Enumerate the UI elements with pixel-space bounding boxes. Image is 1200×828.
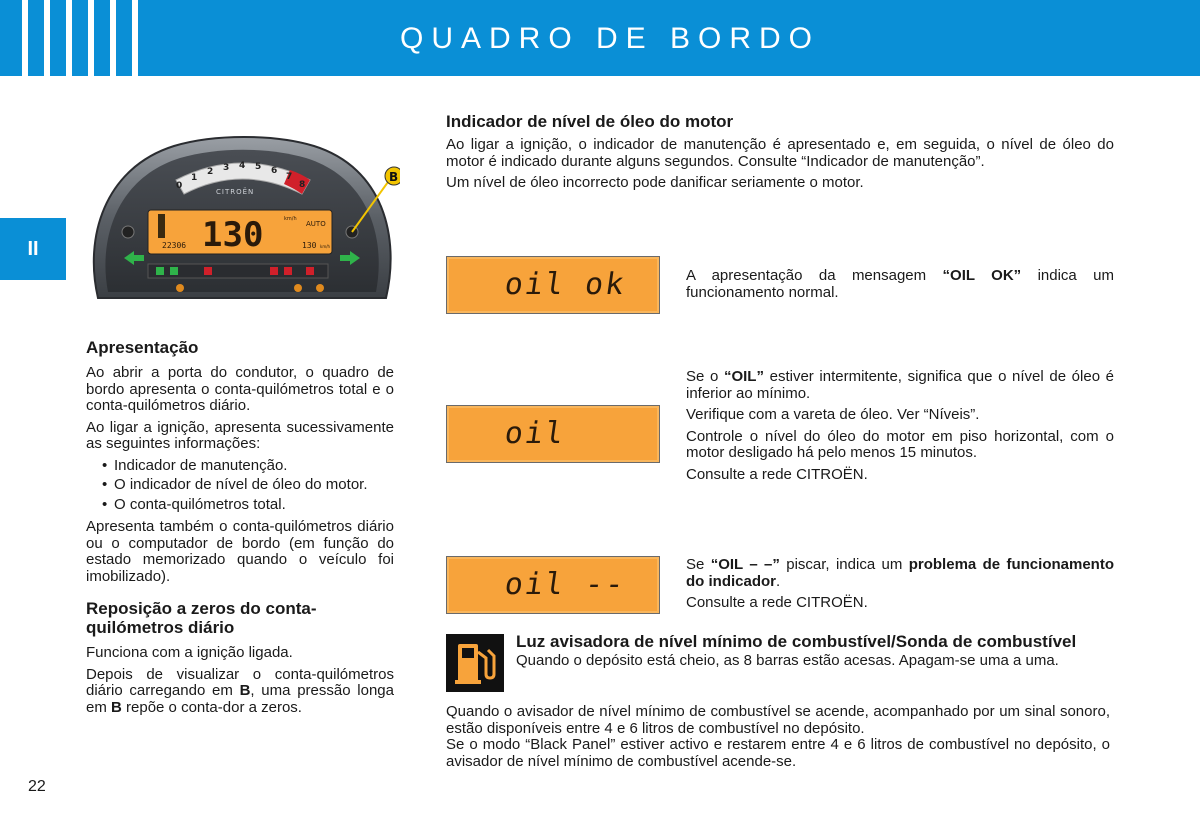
paragraph	[686, 268, 1114, 301]
text-span: Depois de visualizar o conta-quilómetros diário carregando em	[86, 665, 394, 699]
text-bold: “OIL – –”	[710, 556, 780, 573]
text-span: A apresentação da mensagem	[686, 267, 943, 284]
chapter-tab-label: II	[27, 238, 39, 260]
paragraph	[686, 557, 1114, 590]
fuel-section-body	[446, 704, 1110, 770]
header-stripe	[66, 0, 72, 76]
fuel-pump-icon	[446, 634, 504, 692]
info-list	[86, 458, 394, 514]
tach-tick-label: 2	[207, 167, 214, 177]
paragraph: Controle o nível do óleo do motor em piso horizontal, com o motor desligado há pelo menos 15 minutos.	[686, 427, 1114, 461]
paragraph	[686, 369, 1114, 402]
paragraph: Um nível de óleo incorrecto pode danificar seriamente o motor.	[446, 174, 864, 191]
section-title-oleo: Indicador de nível de óleo do motor	[446, 112, 734, 131]
text-span: .	[776, 572, 781, 590]
text-bold: “OIL OK”	[942, 267, 1022, 284]
paragraph: Consulte a rede CITROËN.	[686, 465, 868, 483]
cluster-gear-mode: AUTO	[306, 220, 326, 228]
warning-light-red	[270, 267, 278, 275]
paragraph: Se o modo “Black Panel” estiver activo e restarem entre 4 e 6 litros de combustível no depósito, o avisador de nível mínimo de combustível acende-se.	[446, 736, 1110, 770]
lcd-display-text: oil --	[502, 567, 628, 602]
header-stripe	[88, 0, 94, 76]
paragraph: Ao ligar a ignição, o indicador de manutenção é apresentado e, em seguida, o nível de óleo do motor é indicado durante alguns segundos. Consulte “Indicador de manutenção”.	[446, 136, 1114, 170]
section-title-reposicao: Reposição a zeros do conta-quilómetros diário	[86, 599, 317, 637]
lcd-oil-dashes	[446, 556, 660, 614]
text-span: repõe o conta-dor a zeros.	[121, 698, 302, 716]
paragraph: Verifique com a vareta de óleo. Ver “Níveis”.	[686, 406, 980, 423]
paragraph	[86, 667, 394, 717]
cluster-speed-unit: km/h	[284, 216, 297, 222]
warning-light-green	[170, 267, 178, 275]
lcd-oil-ok	[446, 256, 660, 314]
text-span: estiver intermitente, significa que o nível de óleo é inferior ao mínimo.	[686, 368, 1115, 402]
instrument-cluster-illustration	[84, 128, 400, 306]
section-title-fuel: Luz avisadora de nível mínimo de combustível/Sonda de combustível	[516, 632, 1077, 651]
paragraph: Consulte a rede CITROËN.	[686, 594, 868, 611]
warning-light-red	[204, 267, 212, 275]
left-knob	[122, 226, 134, 238]
cluster-cruise-unit: km/h	[320, 244, 331, 249]
text-span: Se o	[686, 368, 724, 385]
warning-light-amber	[294, 284, 302, 292]
lcd-oil	[446, 405, 660, 463]
warning-light-red	[284, 267, 292, 275]
header-stripe	[132, 0, 138, 76]
header-stripe	[44, 0, 50, 76]
header-stripe	[110, 0, 116, 76]
tach-tick-label: 5	[255, 162, 262, 172]
paragraph: Quando o avisador de nível mínimo de combustível se acende, acompanhado por um sinal sonoro, estão disponíveis entre 4 e 6 litros de combustível no depósito.	[446, 703, 1110, 737]
page-number: 22	[28, 778, 46, 795]
lcd2-description	[686, 369, 1114, 488]
cluster-speed: 130	[202, 215, 264, 255]
cluster-odometer: 22306	[162, 241, 187, 250]
paragraph: Ao ligar a ignição, apresenta sucessivamente as seguintes informações:	[86, 418, 394, 452]
text-span: piscar, indica um	[779, 556, 909, 573]
tach-tick-label: 1	[191, 173, 198, 183]
callout-label: B	[389, 170, 399, 184]
tach-tick-label: 4	[239, 161, 246, 171]
text-bold: “OIL”	[723, 368, 764, 385]
paragraph: Ao abrir a porta do condutor, o quadro de bordo apresenta o conta-quilómetros total e o conta-quilómetros diário.	[86, 364, 394, 414]
lcd1-description	[686, 268, 1114, 306]
left-column	[86, 338, 394, 721]
paragraph: Funciona com a ignição ligada.	[86, 644, 293, 661]
oil-section	[446, 112, 1114, 197]
cluster-brand: CITROËN	[216, 188, 255, 196]
tach-tick-label: 8	[299, 180, 306, 190]
paragraph: Quando o depósito está cheio, as 8 barras estão acesas. Apagam-se uma a uma.	[516, 652, 1059, 669]
fuel-section-head	[516, 632, 1114, 670]
paragraph: Apresenta também o conta-quilómetros diário ou o computador de bordo (em função do estado memorizado quando o veículo foi imobilizado).	[86, 518, 394, 585]
section-title-apresentacao: Apresentação	[86, 338, 199, 357]
header-band	[0, 0, 1200, 76]
text-span: Se	[686, 556, 711, 573]
page-title: QUADRO DE BORDO	[399, 22, 821, 55]
warning-light-amber	[176, 284, 184, 292]
list-item: • O conta-quilómetros total.	[114, 497, 394, 514]
cluster-cruise: 130	[302, 241, 317, 250]
tach-tick-label: 7	[286, 172, 293, 182]
warning-light-amber	[316, 284, 324, 292]
text-bold: B	[239, 682, 251, 699]
text-bold: B	[111, 698, 122, 716]
lcd3-description	[686, 557, 1114, 617]
list-item: • Indicador de manutenção.	[114, 458, 394, 475]
text-span: indica um funcionamento normal.	[686, 267, 1114, 301]
header-stripe	[22, 0, 28, 76]
warning-light-green	[156, 267, 164, 275]
lcd-display-text: oil ok	[502, 267, 628, 302]
warning-light-red	[306, 267, 314, 275]
text-bold: problema de funcionamento do indicador	[686, 556, 1114, 590]
list-item: • O indicador de nível de óleo do motor.	[114, 477, 394, 494]
tach-tick-label: 3	[223, 163, 230, 173]
tach-tick-label: 6	[271, 166, 278, 176]
lcd-display-text: oil	[502, 416, 568, 451]
tach-tick-label: 0	[176, 181, 183, 191]
text-span: , uma pressão longa em	[86, 682, 394, 716]
chapter-tab	[0, 218, 66, 280]
fuel-gauge-bars	[158, 214, 165, 238]
